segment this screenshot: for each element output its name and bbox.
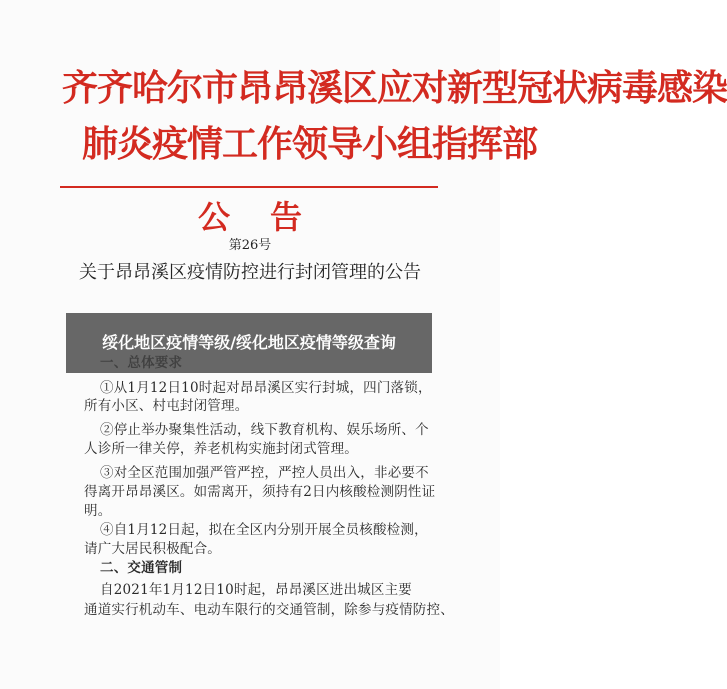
para4-line1: ④自1月12日起，拟在全区内分别开展全员核酸检测，: [100, 522, 428, 538]
section2-heading: 二、交通管制: [100, 560, 183, 576]
document-title-line1: 齐齐哈尔市昂昂溪区应对新型冠状病毒感染: [62, 67, 727, 109]
para3-line3: 明。: [84, 503, 112, 519]
para1-line2: 所有小区、村屯封闭管理。: [84, 398, 249, 414]
para5-line2: 通道实行机动车、电动车限行的交通管制，除参与疫情防控、: [84, 602, 454, 618]
para5-line1: 自2021年1月12日10时起，昂昂溪区进出城区主要: [100, 582, 413, 598]
caption-text: 绥化地区疫情等级/绥化地区疫情等级查询: [102, 333, 396, 352]
para3-line1: ③对全区范围加强严管严控，严控人员出入，非必要不: [100, 465, 429, 481]
para3-line2: 得离开昂昂溪区。如需离开，须持有2日内核酸检测阴性证: [84, 484, 436, 500]
announcement-heading: 公告: [197, 198, 342, 236]
document-subtitle: 关于昂昂溪区疫情防控进行封闭管理的公告: [79, 262, 421, 283]
para1-line1: ①从1月12日10时起对昂昂溪区实行封城，四门落锁，: [100, 380, 432, 396]
para2-line1: ②停止举办聚集性活动，线下教育机构、娱乐场所、个: [100, 422, 429, 438]
caption-overlay[interactable]: [66, 313, 432, 373]
document-number: 第26号: [228, 238, 272, 253]
red-divider: [60, 186, 438, 188]
para4-line2: 请广大居民积极配合。: [84, 541, 221, 557]
document-title-line2: 肺炎疫情工作领导小组指挥部: [82, 123, 538, 165]
para2-line2: 人诊所一律关停，养老机构实施封闭式管理。: [84, 441, 358, 457]
